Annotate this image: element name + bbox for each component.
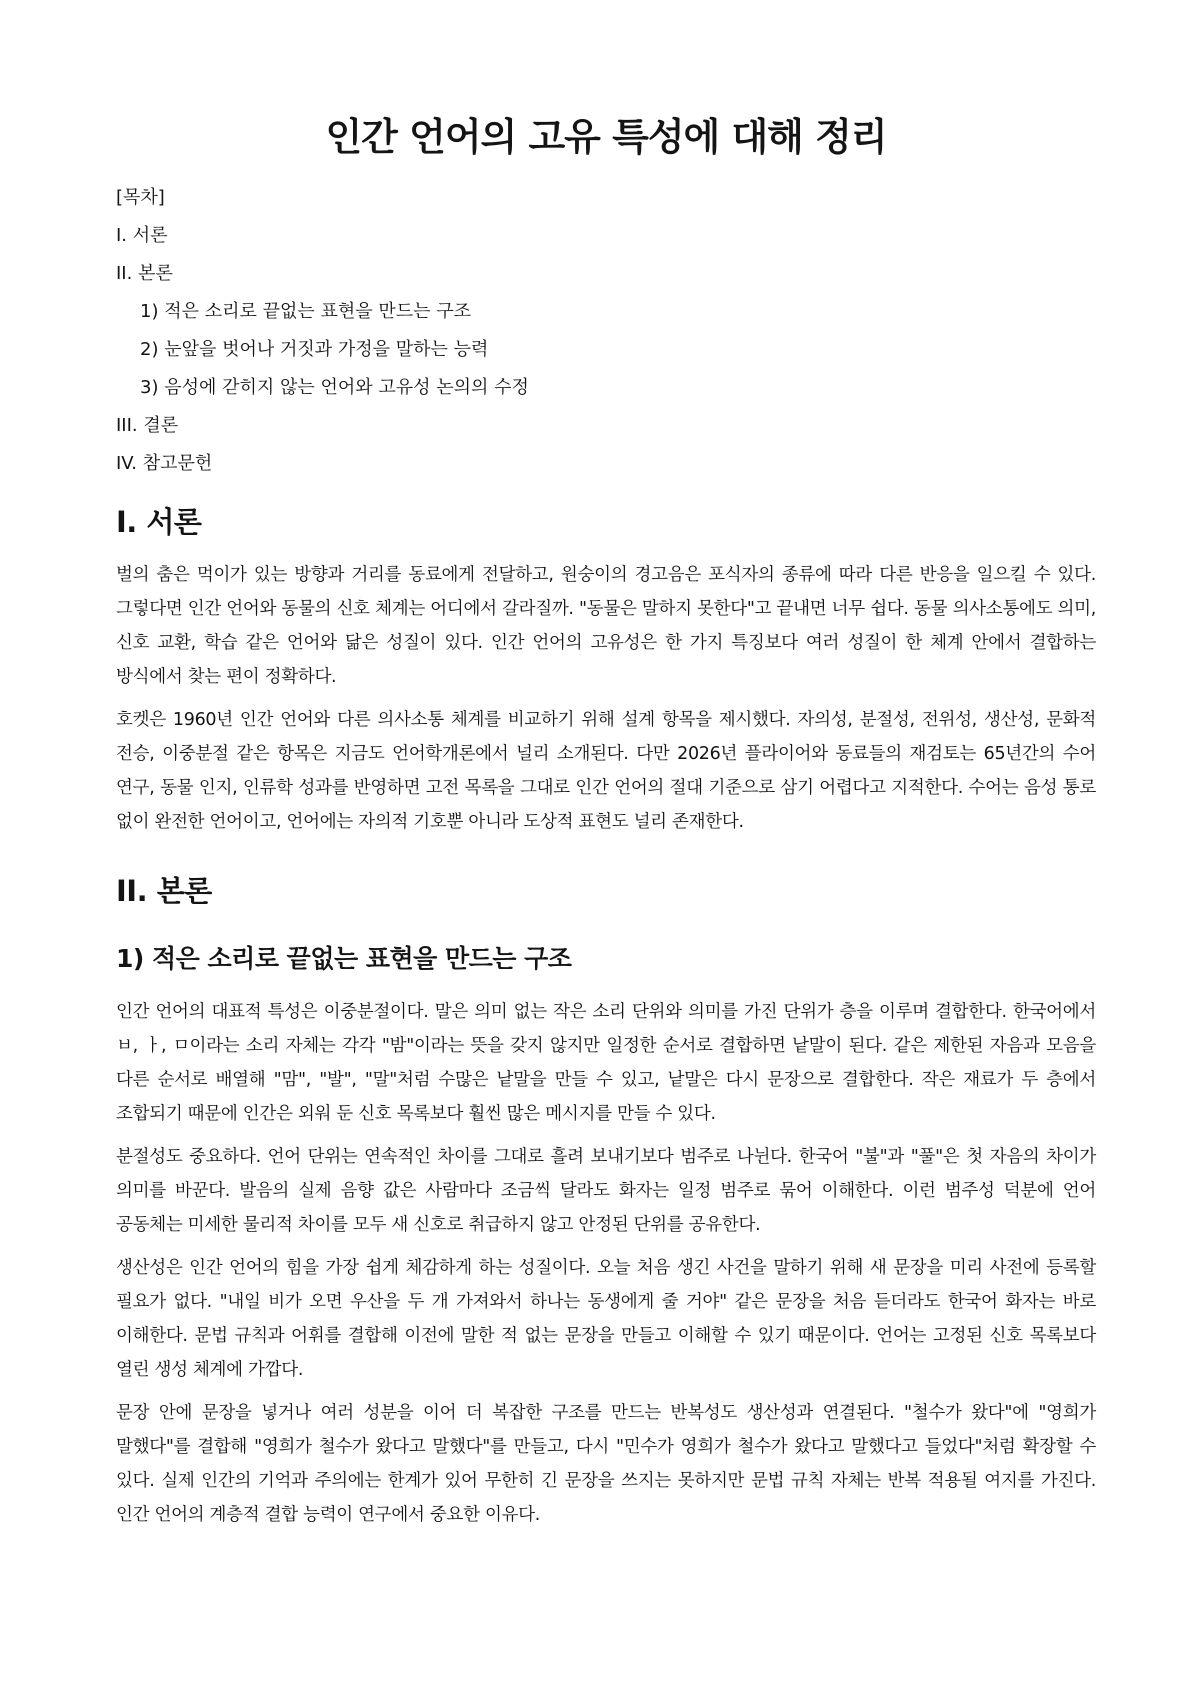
document-title: 인간 언어의 고유 특성에 대해 정리	[325, 115, 887, 159]
body-paragraph-1: 인간 언어의 대표적 특성은 이중분절이다. 말은 의미 없는 작은 소리 단위와 의미를 가진 단위가 층을 이루며 결합한다. 한국어에서 ㅂ, ㅏ, ㅁ이라는 소리 자체는 각각 "밤"이라는 뜻을 갖지 않지만 일정한 순서로 결합하면 낱말이 된다. 같은 제한된 자음과 모음을 다른 순서로 배열해 "맘", "발", "말"처럼 수많은 낱말을 만들 수 있고, 낱말은 다시 문장으로 결합한다. 작은 재료가 두 층에서 조합되기 때문에 인간은 외워 둔 신호 목록보다 훨씬 많은 메시지를 만들 수 있다.	[116, 1002, 1096, 1124]
toc-item-body: II. 본론	[116, 263, 173, 284]
intro-paragraph-1: 벌의 춤은 먹이가 있는 방향과 거리를 동료에게 전달하고, 원숭이의 경고음은 포식자의 종류에 따라 다른 반응을 일으킬 수 있다. 그렇다면 인간 언어와 동물의 신호 체계는 어디에서 갈라질까. "동물은 말하지 못한다"고 끝내면 너무 쉽다. 동물 의사소통에도 의미, 신호 교환, 학습 같은 언어와 닮은 성질이 있다. 인간 언어의 고유성은 한 가지 특징보다 여러 성질이 한 체계 안에서 결합하는 방식에서 찾는 편이 정확하다.	[116, 565, 1096, 687]
toc-item-conclusion: III. 결론	[116, 415, 179, 436]
toc-item-body-1: 1) 적은 소리로 끝없는 표현을 만드는 구조	[140, 301, 472, 322]
toc-item-intro: I. 서론	[116, 225, 168, 246]
body-paragraph-4: 문장 안에 문장을 넣거나 여러 성분을 이어 더 복잡한 구조를 만드는 반복성도 생산성과 연결된다. "철수가 왔다"에 "영희가 말했다"를 결합해 "영희가 철수가 왔다고 말했다"를 만들고, 다시 "민수가 영희가 철수가 왔다고 말했다고 들었다"처럼 확장할 수 있다. 실제 인간의 기억과 주의에는 한계가 있어 무한히 긴 문장을 쓰지는 못하지만 문법 규칙 자체는 반복 적용될 여지를 가진다. 인간 언어의 계층적 결합 능력이 연구에서 중요한 이유다.	[116, 1403, 1096, 1525]
body-paragraph-2: 분절성도 중요하다. 언어 단위는 연속적인 차이를 그대로 흘려 보내기보다 범주로 나뉜다. 한국어 "불"과 "풀"은 첫 자음의 차이가 의미를 바꾼다. 발음의 실제 음향 값은 사람마다 조금씩 달라도 화자는 일정 범주로 묶어 이해한다. 이런 범주성 덕분에 언어 공동체는 미세한 물리적 차이를 모두 새 신호로 취급하지 않고 안정된 단위를 공유한다.	[116, 1147, 1096, 1235]
intro-paragraph-2: 호켓은 1960년 인간 언어와 다른 의사소통 체계를 비교하기 위해 설계 항목을 제시했다. 자의성, 분절성, 전위성, 생산성, 문화적 전승, 이중분절 같은 항목은 지금도 언어학개론에서 널리 소개된다. 다만 2026년 플라이어와 동료들의 재검토는 65년간의 수어 연구, 동물 인지, 인류학 성과를 반영하면 고전 목록을 그대로 인간 언어의 절대 기준으로 삼기 어렵다고 지적한다. 수어는 음성 통로 없이 완전한 언어이고, 언어에는 자의적 기호뿐 아니라 도상적 표현도 널리 존재한다.	[116, 710, 1096, 832]
table-of-contents	[116, 186, 1096, 476]
section-heading-body: II. 본론	[116, 874, 212, 908]
section-heading-intro: I. 서론	[116, 505, 202, 539]
toc-item-body-2: 2) 눈앞을 벗어나 거짓과 가정을 말하는 능력	[140, 339, 489, 360]
toc-heading: [목차]	[116, 187, 165, 208]
body-paragraph-3: 생산성은 인간 언어의 힘을 가장 쉽게 체감하게 하는 성질이다. 오늘 처음 생긴 사건을 말하기 위해 새 문장을 미리 사전에 등록할 필요가 없다. "내일 비가 오면 우산을 두 개 가져와서 하나는 동생에게 줄 거야" 같은 문장을 처음 듣더라도 한국어 화자는 바로 이해한다. 문법 규칙과 어휘를 결합해 이전에 말한 적 없는 문장을 만들고 이해할 수 있기 때문이다. 언어는 고정된 신호 목록보다 열린 생성 체계에 가깝다.	[116, 1258, 1096, 1380]
toc-item-body-3: 3) 음성에 갇히지 않는 언어와 고유성 논의의 수정	[140, 377, 529, 398]
toc-item-references: IV. 참고문헌	[116, 453, 213, 474]
subsection-heading-1: 1) 적은 소리로 끝없는 표현을 만드는 구조	[116, 944, 572, 973]
